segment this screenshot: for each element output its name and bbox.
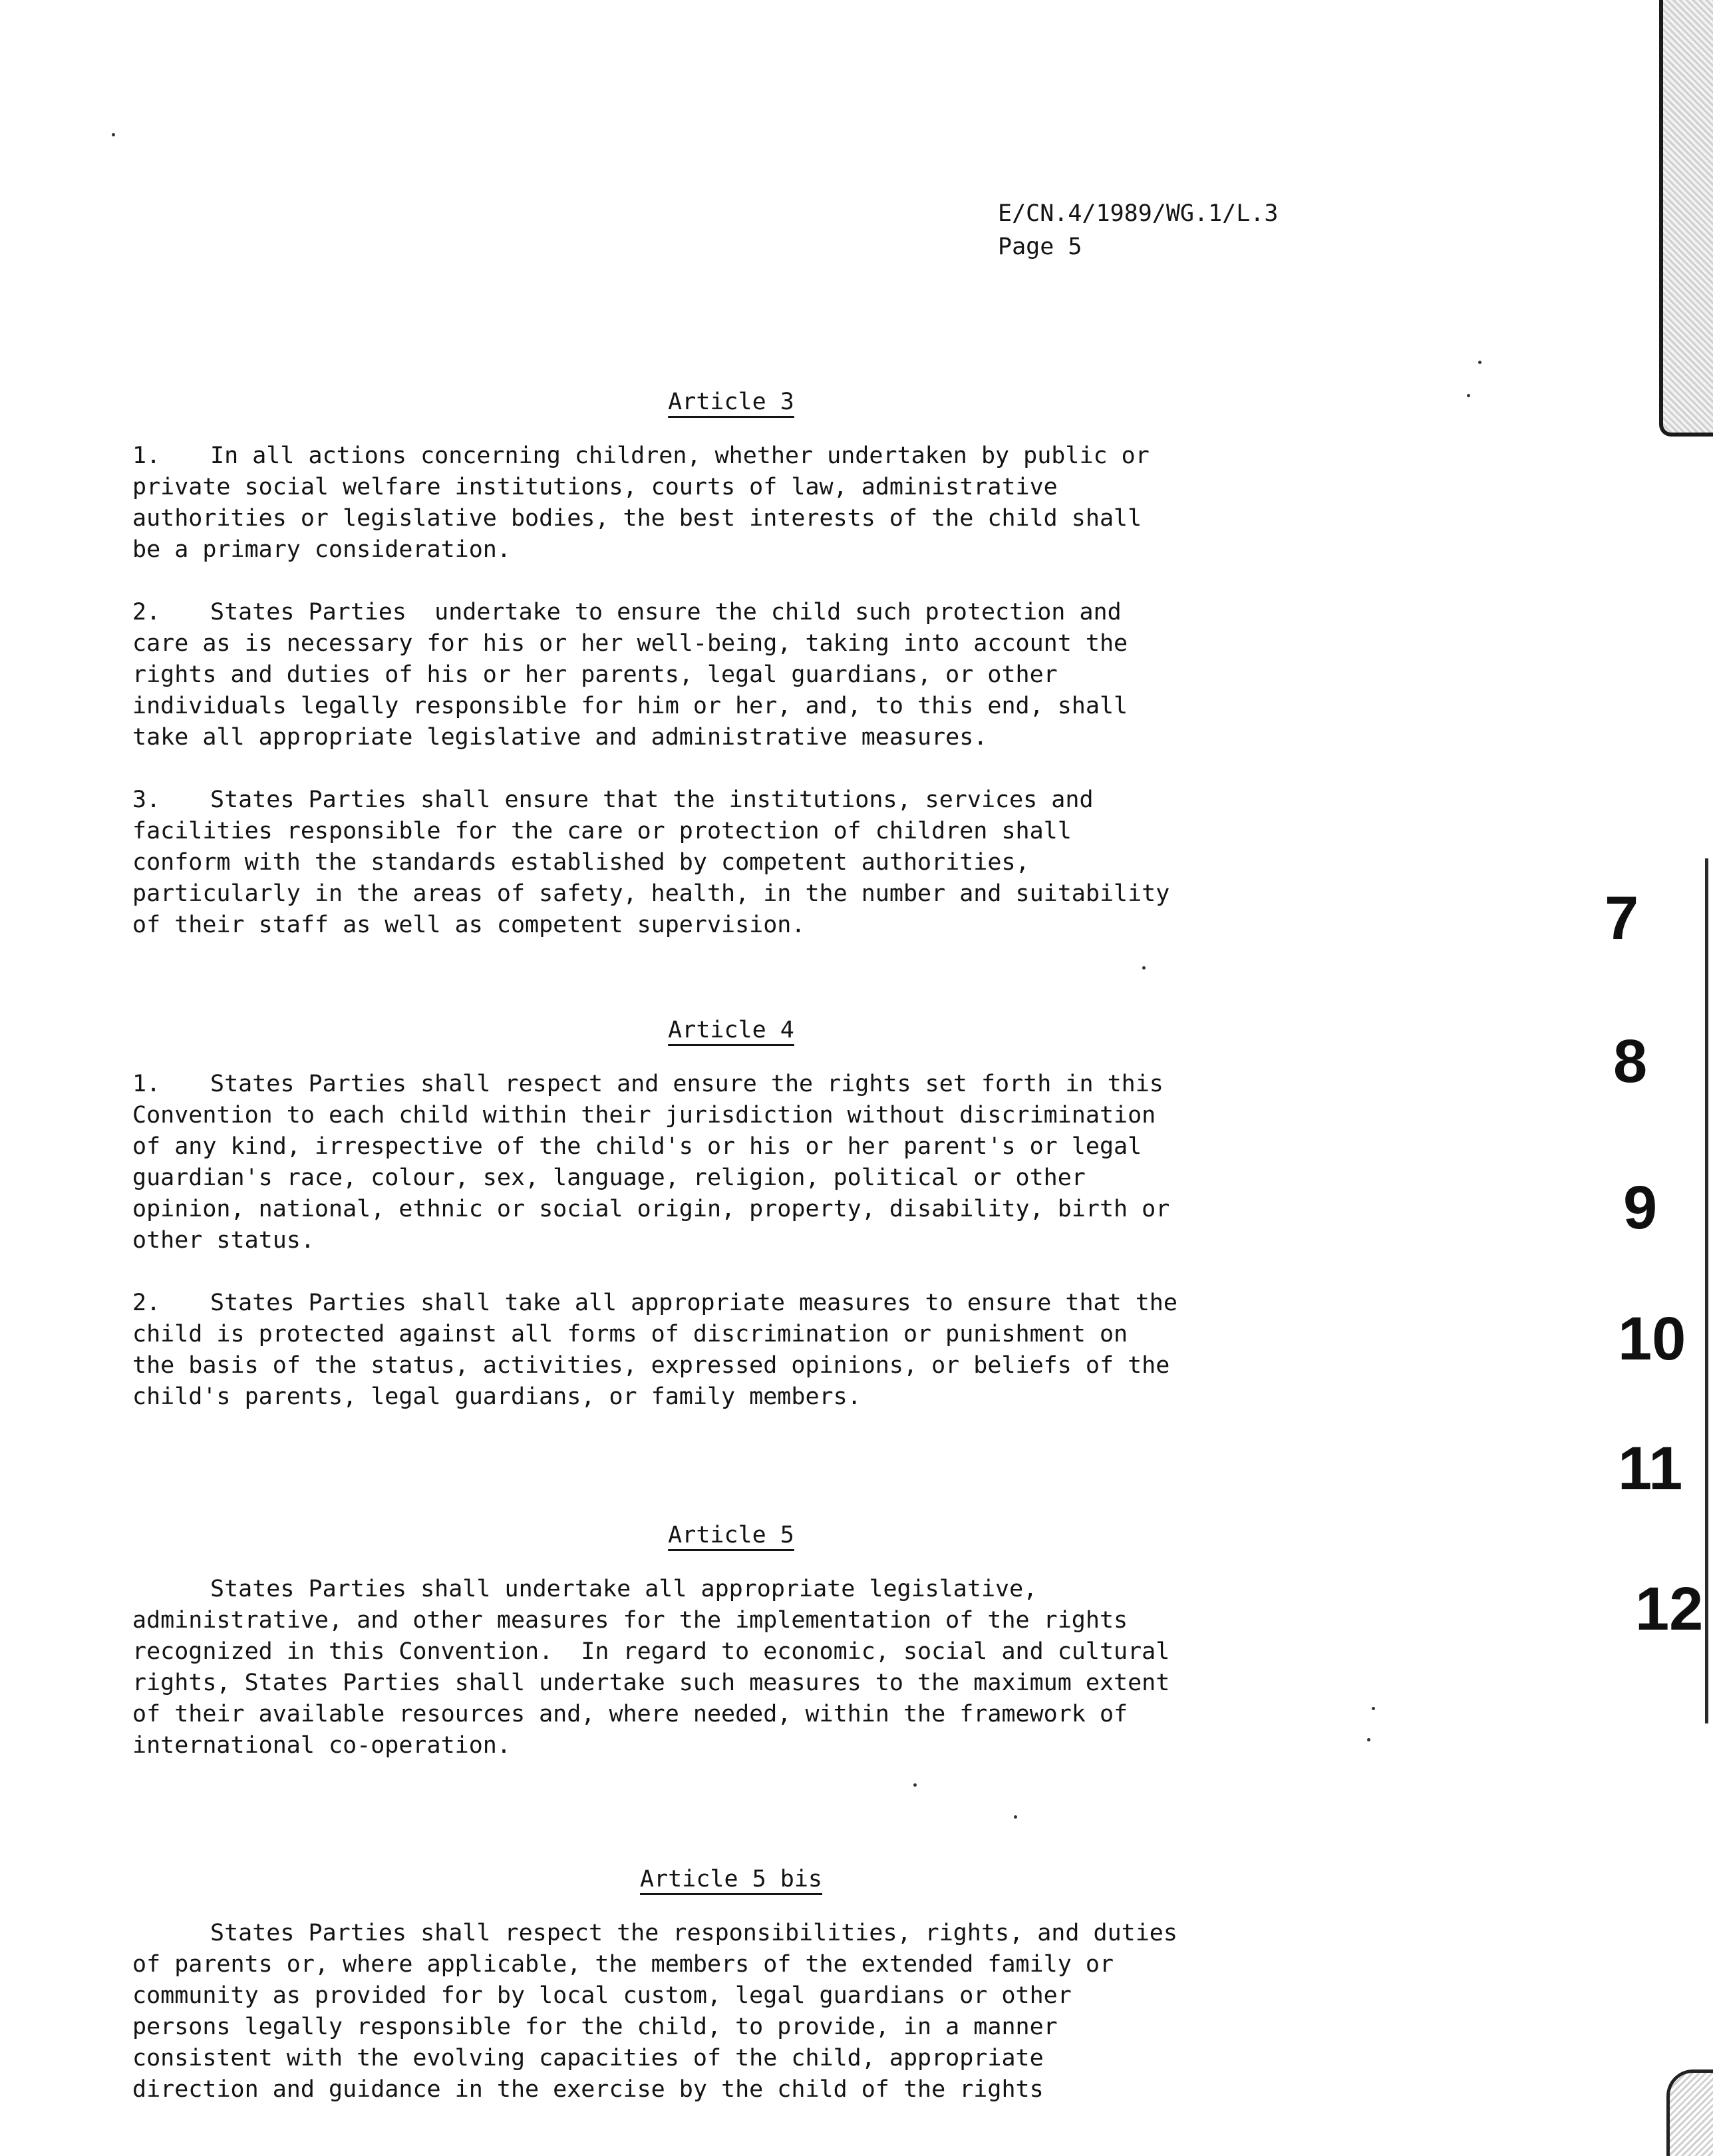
scan-speck xyxy=(913,1783,917,1787)
paragraph xyxy=(132,597,1330,753)
article-5 xyxy=(132,1519,1330,1761)
paragraph-text: States Parties shall take all appropriate measures to ensure that the child is protected against all forms of discrimination or punishment on the basis of the status, activities, expressed opinions, or beliefs of the child's parents, legal guardians, or family members. xyxy=(132,1290,1177,1410)
tab-number-8: 8 xyxy=(1613,1027,1648,1095)
binder-edge-strip xyxy=(1659,0,1713,437)
tab-number-9: 9 xyxy=(1623,1174,1658,1242)
paragraph: States Parties shall respect the responsibilities, rights, and duties of parents or, where applicable, the members of the extended family or community as provided for by local custom, legal guardians or other persons legally responsible for the child, to provide, in a manner consistent with the evolving capacities of the child, appropriate direction and guidance in the exercise by the child of the rights xyxy=(132,1920,1177,2103)
paragraph-text: States Parties undertake to ensure the child such protection and care as is necessary for his or her well-being, taking into account the rights and duties of his or her parents, legal guardians, or other individuals legally responsible for him or her, and, to this end, shall take all appropriate legislative and administrative measures. xyxy=(132,599,1128,751)
paragraph-text: In all actions concerning children, whether undertaken by public or private social welfare institutions, courts of law, administrative authorities or legislative bodies, the best interests of the child shall be a primary consideration. xyxy=(132,443,1150,563)
article-title: Article 5 bis xyxy=(640,1866,822,1892)
paragraph-number: 1. xyxy=(132,1071,161,1097)
paragraph xyxy=(132,785,1330,941)
scan-speck xyxy=(1478,361,1481,364)
page-number: Page 5 xyxy=(998,234,1082,260)
article-5-bis xyxy=(132,1863,1330,2105)
tab-number-12: 12 xyxy=(1635,1575,1704,1643)
scan-speck xyxy=(1142,966,1146,970)
scan-speck xyxy=(1467,394,1470,397)
article-3 xyxy=(132,386,1330,941)
tab-number-10: 10 xyxy=(1618,1305,1686,1373)
scan-speck xyxy=(1014,1815,1017,1819)
tab-number-7: 7 xyxy=(1605,884,1639,952)
article-title: Article 3 xyxy=(668,389,794,415)
scan-speck xyxy=(1367,1738,1370,1741)
scan-speck xyxy=(112,133,115,136)
paragraph-text: States Parties shall respect and ensure the rights set forth in this Convention to each child within their jurisdiction without discrimination of any kind, irrespective of the child's or his or her parent's or legal guardian's race, colour, sex, language, religion, political or other opinion, national, ethnic or social origin, property, disability, birth or other status. xyxy=(132,1071,1170,1254)
paragraph-number: 2. xyxy=(132,599,161,626)
tab-number-11: 11 xyxy=(1618,1435,1683,1503)
paragraph-number: 2. xyxy=(132,1290,161,1316)
paragraph-number: 1. xyxy=(132,443,161,469)
binder-edge-line xyxy=(1705,858,1708,1723)
document-symbol: E/CN.4/1989/WG.1/L.3 xyxy=(998,200,1279,227)
article-title: Article 4 xyxy=(668,1017,794,1043)
document-header xyxy=(998,197,1278,264)
paragraph-number: 3. xyxy=(132,787,161,813)
article-4 xyxy=(132,1014,1330,1413)
paragraph xyxy=(132,1288,1330,1413)
binder-corner-mark xyxy=(1666,2069,1713,2156)
paragraph xyxy=(132,441,1330,566)
article-title: Article 5 xyxy=(668,1522,794,1548)
paragraph-text: States Parties shall ensure that the institutions, services and facilities responsible for the care or protection of children shall conform with the standards established by competent authorities, particularly in the areas of safety, health, in the number and suitability of their staff as well as competent supervision. xyxy=(132,787,1170,938)
scan-speck xyxy=(1372,1707,1375,1710)
paragraph: States Parties shall undertake all appropriate legislative, administrative, and other measures for the implementation of the rights recognized in this Convention. In regard to economic, social and cultural rights, States Parties shall undertake such measures to the maximum extent of their available resources and, where needed, within the framework of international co-operation. xyxy=(132,1576,1170,1759)
paragraph xyxy=(132,1069,1330,1256)
